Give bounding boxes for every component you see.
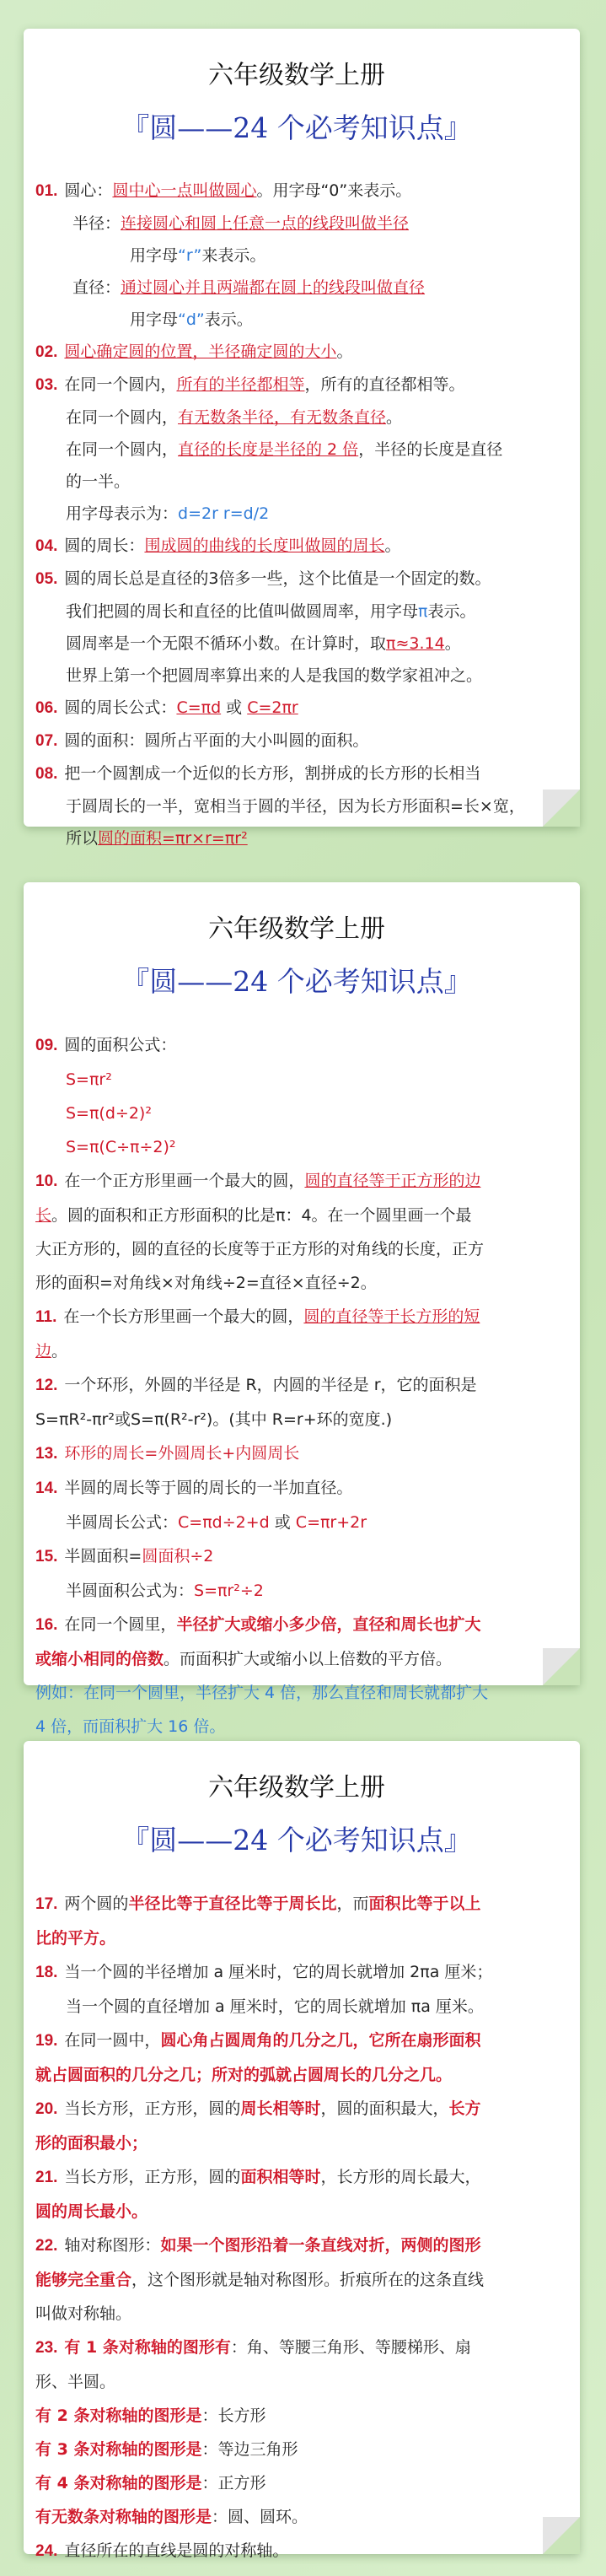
item-17-line-2: 比的平方。 xyxy=(35,1929,116,1948)
radius-definition: 半径：连接圆心和圆上任意一点的线段叫做半径 xyxy=(72,214,410,233)
formula-1: S=πr² xyxy=(66,1070,112,1089)
item-03-line-4: 的一半。 xyxy=(66,472,131,491)
item-22-line-3: 叫做对称轴。 xyxy=(35,2304,132,2323)
item-15: 15. 半圆面积=圆面积÷2 xyxy=(35,1547,214,1566)
item-09: 09. 圆的面积公式： xyxy=(35,1036,177,1054)
card-part-2 xyxy=(24,882,580,1736)
page-curl xyxy=(543,2517,580,2554)
item-10-line-3: 大正方形的，圆的直径的长度等于正方形的对角线的长度，正方 xyxy=(35,1240,485,1258)
item-01: 01. 圆心：圆中心一点叫做圆心。用字母“0”来表示。 xyxy=(35,181,412,200)
item-number: 01. xyxy=(35,182,58,200)
example-line-1: 例如：在同一个圆里，半径扩大 4 倍，那么直径和周长就都扩大 xyxy=(35,1684,489,1702)
item-14: 14. 半圆的周长等于圆的周长的一半加直径。 xyxy=(35,1479,353,1497)
item-08-line-2: 于圆周长的一半，宽相当于圆的半径，因为长方形面积=长×宽， xyxy=(66,797,525,816)
item-14-line-2: 半圆周长公式：C=πd÷2+d 或 C=πr+2r xyxy=(66,1513,367,1532)
item-08-line-3: 所以圆的面积=πr×r=πr² xyxy=(66,829,248,848)
item-13: 13. 环形的周长=外圆周长+内圆周长 xyxy=(35,1444,300,1463)
item-21-line-2: 圆的周长最小。 xyxy=(35,2202,148,2221)
topic-title: 『圆——24 个必考知识点』 xyxy=(121,965,472,998)
item-20-line-2: 形的面积最小； xyxy=(35,2134,148,2153)
item-18-line-2: 当一个圆的直径增加 a 厘米时，它的周长就增加 πa 厘米。 xyxy=(66,1997,484,2016)
grade-title: 六年级数学上册 xyxy=(208,1773,385,1803)
radius-letter: 用字母“r”来表示。 xyxy=(130,246,266,265)
item-12-line-2: S=πR²-πr²或S=π(R²-r²)。(其中 R=r+环的宽度.) xyxy=(35,1410,393,1429)
item-16-line-2: 或缩小相同的倍数。而面积扩大或缩小以上倍数的平方倍。 xyxy=(35,1650,453,1668)
item-03: 03. 在同一个圆内，所有的半径都相等，所有的直径都相等。 xyxy=(35,375,465,394)
item-12: 12. 一个环形，外圆的半径是 R，内圆的半径是 r，它的面积是 xyxy=(35,1376,477,1394)
item-21: 21. 当长方形，正方形，圆的面积相等时，长方形的周长最大， xyxy=(35,2168,481,2186)
item-19: 19. 在同一圆中，圆心角占圆周角的几分之几，它所在扇形面积 xyxy=(35,2031,481,2050)
item-22: 22. 轴对称图形：如果一个图形沿着一条直线对折，两侧的图形 xyxy=(35,2236,481,2255)
item-11: 11. 在一个长方形里画一个最大的圆，圆的直径等于长方形的短 xyxy=(35,1307,480,1326)
symmetry-3-axes: 有 3 条对称轴的图形是：等边三角形 xyxy=(35,2440,298,2459)
item-05: 05. 圆的周长总是直径的3倍多一些，这个比值是一个固定的数。 xyxy=(35,569,491,588)
topic-title: 『圆——24 个必考知识点』 xyxy=(121,111,472,144)
item-02: 02. 圆心确定圆的位置，半径确定圆的大小。 xyxy=(35,342,353,361)
item-05-line-2: 我们把圆的周长和直径的比值叫做圆周率，用字母π表示。 xyxy=(66,602,476,621)
grade-title: 六年级数学上册 xyxy=(208,61,385,90)
card-part-1 xyxy=(24,29,580,848)
diameter-letter: 用字母“d”表示。 xyxy=(130,310,253,329)
diameter-definition: 直径：通过圆心并且两端都在圆上的线段叫做直径 xyxy=(72,278,426,297)
item-07: 07. 圆的面积：圆所占平面的大小叫圆的面积。 xyxy=(35,731,369,750)
item-10-line-2: 长。圆的面积和正方形面积的比是π：4。在一个圆里画一个最 xyxy=(35,1206,472,1225)
item-10: 10. 在一个正方形里画一个最大的圆，圆的直径等于正方形的边 xyxy=(35,1172,481,1190)
page-curl xyxy=(543,1648,580,1685)
item-20: 20. 当长方形，正方形，圆的周长相等时，圆的面积最大，长方 xyxy=(35,2099,481,2118)
item-05-line-4: 世界上第一个把圆周率算出来的人是我国的数学家祖冲之。 xyxy=(66,666,483,685)
example-line-2: 4 倍，而面积扩大 16 倍。 xyxy=(35,1717,226,1736)
topic-title: 『圆——24 个必考知识点』 xyxy=(121,1824,472,1857)
item-19-line-2: 就占圆面积的几分之几；所对的弧就占圆周长的几分之几。 xyxy=(35,2066,453,2084)
item-03-line-3: 在同一个圆内，直径的长度是半径的 2 倍，半径的长度是直径 xyxy=(66,440,503,459)
page-curl xyxy=(543,790,580,827)
item-23-line-2: 形、半圆。 xyxy=(35,2373,116,2391)
grade-title: 六年级数学上册 xyxy=(208,914,385,944)
formula-3: S=π(C÷π÷2)² xyxy=(66,1138,176,1156)
item-05-line-3: 圆周率是一个无限不循环小数。在计算时，取π≈3.14。 xyxy=(66,634,461,653)
item-08: 08. 把一个圆割成一个近似的长方形，割拼成的长方形的长相当 xyxy=(35,764,481,783)
item-04: 04. 圆的周长：围成圆的曲线的长度叫做圆的周长。 xyxy=(35,536,401,555)
item-23: 23. 有 1 条对称轴的图形有：角、等腰三角形、等腰梯形、扇 xyxy=(35,2338,471,2357)
symmetry-2-axes: 有 2 条对称轴的图形是：长方形 xyxy=(35,2406,266,2425)
item-03-line-5: 用字母表示为：d=2r r=d/2 xyxy=(66,504,270,523)
symmetry-infinite-axes: 有无数条对称轴的图形是：圆、圆环。 xyxy=(35,2508,308,2526)
formula-2: S=π(d÷2)² xyxy=(66,1104,152,1123)
item-22-line-2: 能够完全重合，这个图形就是轴对称图形。折痕所在的这条直线 xyxy=(35,2271,485,2289)
item-10-line-4: 形的面积=对角线×对角线÷2=直径×直径÷2。 xyxy=(35,1274,377,1292)
item-11-line-2: 边。 xyxy=(35,1342,68,1361)
item-16: 16. 在同一个圆里，半径扩大或缩小多少倍，直径和周长也扩大 xyxy=(35,1615,481,1634)
symmetry-4-axes: 有 4 条对称轴的图形是：正方形 xyxy=(35,2474,266,2492)
item-18: 18. 当一个圆的半径增加 a 厘米时，它的周长就增加 2πa 厘米； xyxy=(35,1963,493,1981)
card-part-3 xyxy=(24,1741,580,2560)
item-24: 24. 直径所在的直线是圆的对称轴。 xyxy=(35,2541,289,2560)
item-06: 06. 圆的周长公式：C=πd 或 C=2πr xyxy=(35,698,298,717)
item-03-line-2: 在同一个圆内，有无数条半径，有无数条直径。 xyxy=(66,408,403,427)
item-15-line-2: 半圆面积公式为：S=πr²÷2 xyxy=(66,1582,264,1600)
item-17: 17. 两个圆的半径比等于直径比等于周长比，而面积比等于以上 xyxy=(35,1894,481,1913)
